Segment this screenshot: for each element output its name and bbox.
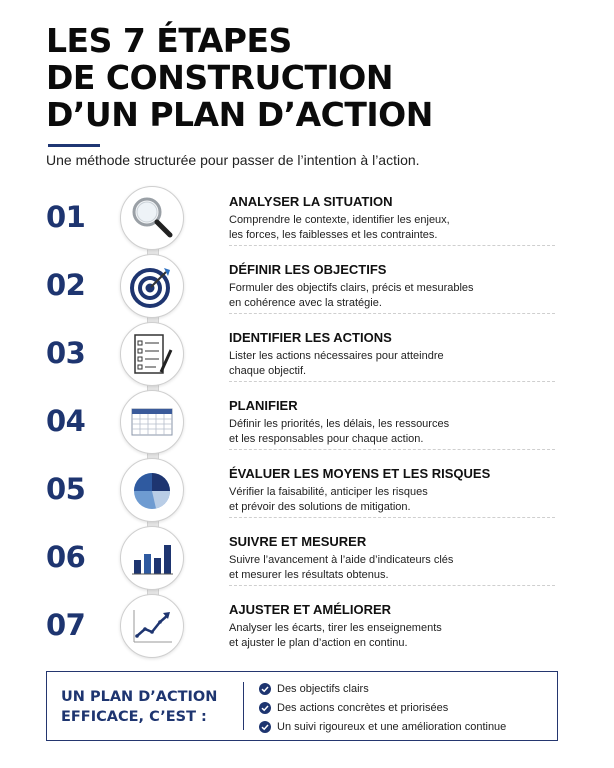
summary-item [259,680,506,699]
step-desc-line: Formuler des objectifs clairs, précis et mesurables [229,282,474,294]
step-desc-line: Analyser les écarts, tirer les enseignements [229,622,442,634]
step-desc-line: et ajuster le plan d’action en continu. [229,636,408,649]
magnifying-glass-icon [120,186,184,250]
step-desc-line: et mesurer les résultats obtenus. [229,568,389,581]
step-title: ÉVALUER LES MOYENS ET LES RISQUES [229,466,491,481]
summary-item-text: Un suivi rigoureux et une amélioration continue [277,721,507,733]
step-title: ANALYSER LA SITUATION [229,194,393,209]
step-number: 07 [46,608,86,642]
step-04 [0,398,614,472]
title-line-1: LES 7 ÉTAPES [46,21,292,60]
step-desc-line: Lister les actions nécessaires pour atteindre [229,350,444,362]
pie-chart-icon [120,458,184,522]
step-description [229,553,453,582]
step-description [229,417,449,446]
trend-up-icon [120,594,184,658]
step-separator [229,313,555,314]
step-desc-line: et les responsables pour chaque action. [229,432,424,445]
step-06 [0,534,614,608]
subtitle: Une méthode structurée pour passer de l’intention à l’action. [46,152,420,168]
step-05 [0,466,614,540]
step-separator [229,585,555,586]
step-separator [229,245,555,246]
step-desc-line: chaque objectif. [229,364,307,377]
summary-heading [61,687,217,727]
step-number: 05 [46,472,86,506]
step-03 [0,330,614,404]
summary-heading-line: UN PLAN D’ACTION [61,689,218,705]
checklist-icon [120,322,184,386]
check-circle-icon [259,721,271,733]
step-number: 06 [46,540,86,574]
step-separator [229,381,555,382]
step-desc-line: Comprendre le contexte, identifier les enjeux, [229,214,450,226]
summary-item [259,699,506,718]
step-01 [0,194,614,268]
step-description [229,281,474,310]
step-number: 04 [46,404,86,438]
step-title: AJUSTER ET AMÉLIORER [229,602,392,617]
step-desc-line: Vérifier la faisabilité, anticiper les risques [229,486,428,498]
summary-list [259,680,506,737]
step-desc-line: Définir les priorités, les délais, les ressources [229,418,450,430]
summary-box [46,671,558,741]
step-title: SUIVRE ET MESURER [229,534,367,549]
step-desc-line: et prévoir des solutions de mitigation. [229,500,411,513]
step-description [229,621,442,650]
bar-chart-icon [120,526,184,590]
check-circle-icon [259,702,271,714]
step-number: 01 [46,200,86,234]
step-title: IDENTIFIER LES ACTIONS [229,330,392,345]
summary-item [259,718,506,737]
step-title: DÉFINIR LES OBJECTIFS [229,262,387,277]
summary-heading-line: EFFICACE, C’EST : [61,709,207,725]
target-icon [120,254,184,318]
page-title [46,22,433,133]
step-title: PLANIFIER [229,398,298,413]
title-line-3: D’UN PLAN D’ACTION [46,95,433,134]
step-07 [0,602,614,676]
step-number: 02 [46,268,86,302]
title-line-2: DE CONSTRUCTION [46,58,393,97]
check-circle-icon [259,683,271,695]
title-underline [48,144,100,147]
step-description [229,213,450,242]
step-desc-line: en cohérence avec la stratégie. [229,296,382,309]
step-number: 03 [46,336,86,370]
step-description [229,485,428,514]
summary-item-text: Des actions concrètes et priorisées [277,702,449,714]
summary-item-text: Des objectifs clairs [277,683,369,695]
step-separator [229,449,555,450]
calendar-icon [120,390,184,454]
step-separator [229,517,555,518]
step-desc-line: les forces, les faiblesses et les contraintes. [229,228,438,241]
step-desc-line: Suivre l’avancement à l’aide d’indicateurs clés [229,554,454,566]
step-description [229,349,444,378]
step-02 [0,262,614,336]
summary-divider [243,682,244,730]
